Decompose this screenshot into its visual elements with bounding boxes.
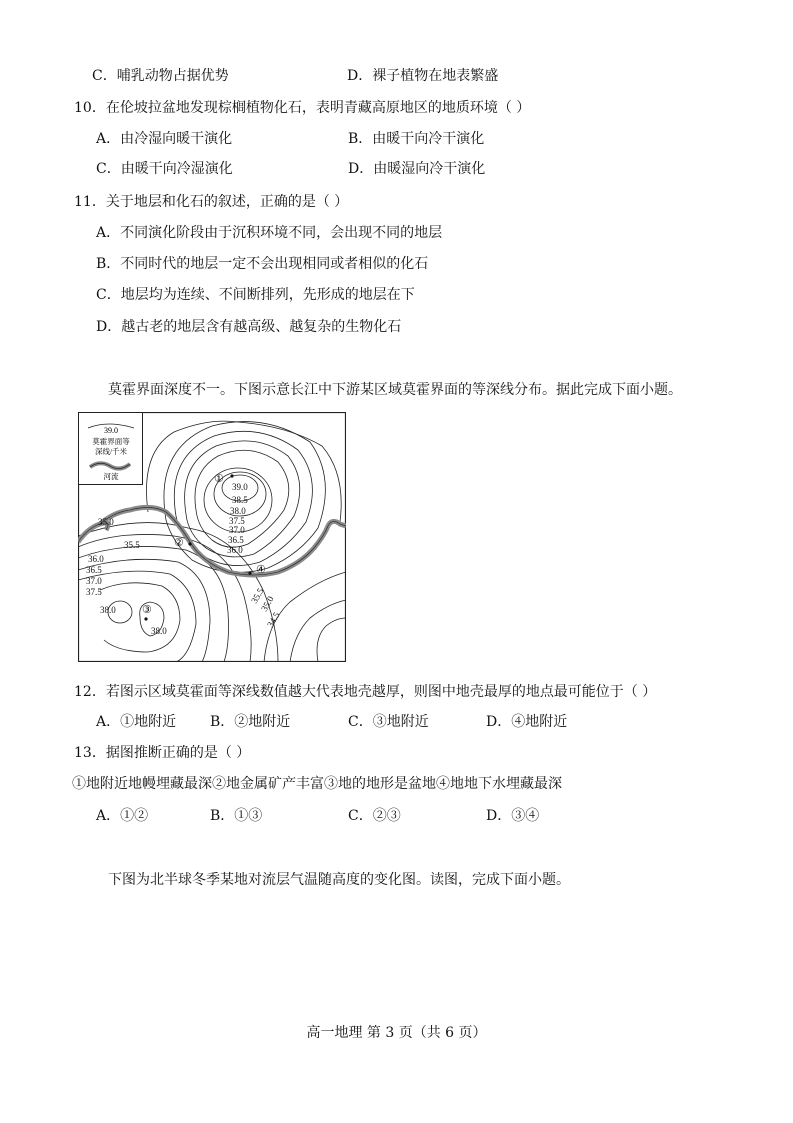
contour-label-35-5-east: 35.5: [249, 586, 266, 605]
contour-label-35-0-east: 35.0: [259, 594, 276, 613]
point-dot-2: [188, 542, 191, 545]
contour-label-35-0-west: 35.0: [98, 517, 114, 527]
q12-option-b: B．②地附近: [210, 714, 291, 730]
q10-stem: 10．在伦坡拉盆地发现棕榈植物化石，表明青藏高原地区的地质环境（ ）: [74, 100, 531, 116]
contour-label-38-5: 38.5: [232, 495, 248, 505]
point-label-2: ②: [174, 537, 184, 549]
contour-label-36-5: 36.5: [228, 535, 244, 545]
contour-label-34-5-east: 34.5: [265, 610, 282, 629]
q12-stem: 12．若图示区域莫霍面等深线数值越大代表地壳越厚，则图中地壳最厚的地点最可能位于（ ）: [74, 684, 657, 700]
contour-label-37-5-sw: 37.5: [86, 587, 102, 597]
point-label-3: ③: [142, 604, 152, 616]
moho-contour-map: [78, 412, 346, 662]
contour-label-36-0-sw: 36.0: [88, 554, 104, 564]
q10-option-d: D．由暖湿向冷干演化: [348, 161, 486, 177]
legend-contour-value: 39.0: [104, 426, 118, 435]
contour-label-36-0: 36.0: [227, 545, 243, 555]
q12-option-d: D．④地附近: [486, 714, 568, 730]
q10-option-b: B．由暖干向冷干演化: [348, 131, 485, 147]
point-dot-4: [248, 571, 251, 574]
contour-label-38-0-sw-a: 38.0: [100, 605, 116, 615]
page-footer: 高一地理 第 3 页（共 6 页）: [306, 1025, 487, 1041]
point-label-1: ①: [214, 473, 224, 485]
q12-option-a: A．①地附近: [96, 714, 177, 730]
q11-option-b: B．不同时代的地层一定不会出现相同或者相似的化石: [96, 256, 429, 272]
q11-option-d: D．越古老的地层含有越高级、越复杂的生物化石: [96, 319, 402, 335]
legend-river-label: 河流: [103, 472, 119, 481]
q13-option-d: D．③④: [486, 808, 540, 824]
contour-label-37-5: 37.5: [229, 516, 245, 526]
q13-stem: 13．据图推断正确的是（ ）: [74, 745, 251, 761]
legend-contour-label-2: 深线/千米: [94, 447, 128, 456]
contour-label-38-0-sw-b: 38.0: [151, 626, 167, 636]
q13-option-b: B．①③: [210, 808, 263, 824]
contour-label-35-5-west: 35.5: [124, 540, 140, 550]
material-intro-troposphere: 下图为北半球冬季某地对流层气温随高度的变化图。读图，完成下面小题。: [108, 872, 570, 888]
point-dot-3: [144, 617, 147, 620]
q11-option-a: A．不同演化阶段由于沉积环境不同，会出现不同的地层: [96, 225, 443, 241]
point-dot-1: [230, 474, 233, 477]
q11-option-c: C．地层均为连续、不间断排列，先形成的地层在下: [96, 287, 415, 303]
contour-label-37-0-sw: 37.0: [86, 576, 102, 586]
q9-option-d: D．裸子植物在地表繁盛: [347, 68, 499, 84]
contour-label-38-0: 38.0: [230, 506, 246, 516]
q13-option-c: C．②③: [348, 808, 401, 824]
legend-contour-label-1: 莫霍界面等: [92, 437, 130, 446]
q9-option-c: C．哺乳动物占据优势: [92, 68, 229, 84]
q13-option-a: A．①②: [96, 808, 149, 824]
material-intro-moho: 莫霍界面深度不一。下图示意长江中下游某区域莫霍界面的等深线分布。据此完成下面小题。: [108, 382, 682, 398]
contour-label-39-0: 39.0: [232, 482, 248, 492]
contour-label-37-0: 37.0: [229, 525, 245, 535]
point-label-4: ④: [256, 564, 266, 576]
contour-label-36-5-sw: 36.5: [86, 565, 102, 575]
q13-statements: ①地附近地幔埋藏最深②地金属矿产丰富③地的地形是盆地④地地下水埋藏最深: [72, 776, 562, 792]
q10-option-a: A．由冷湿向暖干演化: [96, 131, 233, 147]
q10-option-c: C．由暖干向冷湿演化: [96, 161, 233, 177]
q11-stem: 11．关于地层和化石的叙述，正确的是（ ）: [74, 194, 349, 210]
q12-option-c: C．③地附近: [348, 714, 429, 730]
